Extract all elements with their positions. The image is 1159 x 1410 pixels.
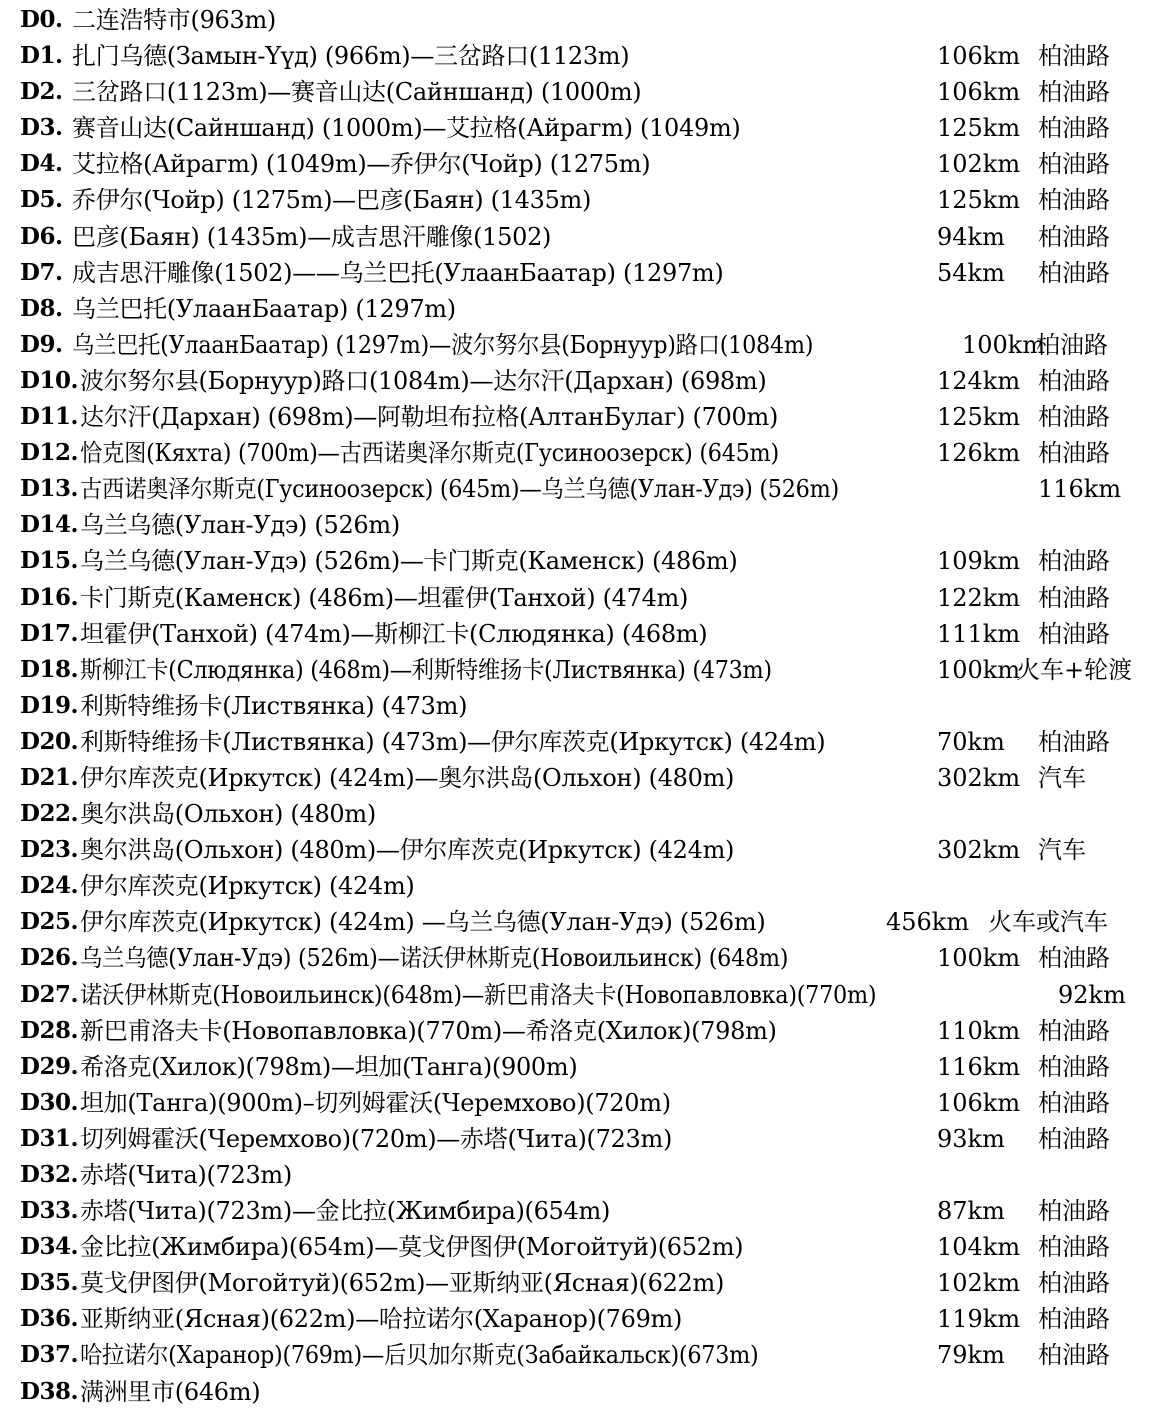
distance: 119km — [937, 1305, 1021, 1334]
route-text: 奥尔洪岛(Ольхон) (480m)—伊尔库茨克(Иркутск) (424m) — [80, 836, 735, 865]
itinerary-row — [0, 1121, 1159, 1157]
route-text: 伊尔库茨克(Иркутск) (424m) — [80, 872, 415, 901]
route-text: 波尔努尔县(Борнуур)路口(1084m)—达尔汗(Дархан) (698m) — [80, 366, 767, 395]
distance: 92km — [1058, 980, 1126, 1009]
route-text: 成吉思汗雕像(1502)——乌兰巴托(УлаанБаатар) (1297m) — [72, 258, 724, 287]
road-type: 柏油路 — [1038, 150, 1110, 179]
route-text: 乔伊尔(Чойр) (1275m)—巴彦(Баян) (1435m) — [72, 186, 592, 215]
distance: 456km — [886, 908, 970, 937]
road-type: 柏油路 — [1038, 1052, 1110, 1081]
route-text: 恰克图(Кяхта) (700m)—古西诺奥泽尔斯克(Гусиноозерск) (645m) — [80, 439, 779, 468]
road-type: 柏油路 — [1038, 944, 1110, 973]
road-type: 柏油路 — [1038, 1233, 1110, 1262]
distance: 102km — [937, 1269, 1021, 1298]
day-label: D23. — [20, 836, 78, 864]
distance: 100km — [937, 944, 1021, 973]
itinerary-row — [0, 1049, 1159, 1085]
route-text: 扎门乌德(Замын-Үүд) (966m)—三岔路口(1123m) — [72, 42, 630, 71]
route-text: 巴彦(Баян) (1435m)—成吉思汗雕像(1502) — [72, 222, 552, 251]
day-label: D19. — [20, 691, 78, 719]
day-label: D4. — [20, 150, 63, 178]
distance: 102km — [937, 150, 1021, 179]
day-label: D20. — [20, 727, 78, 755]
itinerary-row — [0, 291, 1159, 327]
distance: 100km — [937, 655, 1021, 684]
distance: 100km — [962, 330, 1046, 359]
road-type: 柏油路 — [1038, 186, 1110, 215]
route-text: 乌兰乌德(Улан-Удэ) (526m) — [80, 511, 400, 540]
distance: 111km — [937, 619, 1021, 648]
road-type: 柏油路 — [1038, 403, 1110, 432]
road-type: 柏油路 — [1038, 1269, 1110, 1298]
road-type: 汽车 — [1038, 763, 1086, 792]
day-label: D34. — [20, 1233, 78, 1261]
itinerary-row — [0, 580, 1159, 616]
itinerary-row — [0, 977, 1159, 1013]
itinerary-row — [0, 471, 1159, 507]
road-type: 柏油路 — [1038, 1197, 1110, 1226]
road-type: 柏油路 — [1038, 1341, 1110, 1370]
day-label: D21. — [20, 763, 78, 791]
road-type: 汽车 — [1038, 836, 1086, 865]
road-type: 柏油路 — [1038, 1124, 1110, 1153]
itinerary-row — [0, 255, 1159, 291]
route-text: 赛音山达(Сайншанд) (1000m)—艾拉格(Айрагm) (1049m) — [72, 114, 741, 143]
distance: 106km — [937, 78, 1021, 107]
road-type: 火车+轮渡 — [1016, 655, 1133, 684]
route-text: 卡门斯克(Каменск) (486m)—坦霍伊(Танхой) (474m) — [80, 583, 689, 612]
route-text: 坦霍伊(Танхой) (474m)—斯柳江卡(Слюдянка) (468m) — [80, 619, 708, 648]
route-text: 赤塔(Чита)(723m)—金比拉(Жимбира)(654m) — [80, 1197, 611, 1226]
itinerary-row — [0, 507, 1159, 543]
day-label: D16. — [20, 583, 78, 611]
distance: 93km — [937, 1124, 1005, 1153]
itinerary-row — [0, 1337, 1159, 1373]
itinerary-row — [0, 1157, 1159, 1193]
itinerary-row — [0, 1013, 1159, 1049]
itinerary-row — [0, 74, 1159, 110]
route-text: 希洛克(Хилок)(798m)—坦加(Танга)(900m) — [80, 1052, 578, 1081]
itinerary-list — [0, 2, 1159, 1410]
road-type: 柏油路 — [1038, 222, 1110, 251]
route-text: 赤塔(Чита)(723m) — [80, 1161, 292, 1189]
day-label: D38. — [20, 1377, 78, 1405]
itinerary-row — [0, 832, 1159, 868]
road-type: 柏油路 — [1038, 583, 1110, 612]
itinerary-row — [0, 327, 1159, 363]
distance: 124km — [937, 366, 1021, 395]
itinerary-row — [0, 1193, 1159, 1229]
itinerary-row — [0, 435, 1159, 471]
route-text: 乌兰乌德(Улан-Удэ) (526m)—卡门斯克(Каменск) (486m) — [80, 547, 738, 576]
distance: 125km — [937, 114, 1021, 143]
route-text: 三岔路口(1123m)—赛音山达(Сайншанд) (1000m) — [72, 78, 642, 107]
route-text: 切列姆霍沃(Черемхово)(720m)—赤塔(Чита)(723m) — [80, 1124, 673, 1153]
route-text: 伊尔库茨克(Иркутск) (424m)—奥尔洪岛(Ольхон) (480m) — [80, 763, 735, 792]
distance: 70km — [937, 727, 1005, 756]
day-label: D29. — [20, 1052, 78, 1080]
itinerary-row — [0, 688, 1159, 724]
itinerary-row — [0, 363, 1159, 399]
day-label: D0. — [20, 6, 63, 33]
day-label: D8. — [20, 294, 63, 322]
road-type: 柏油路 — [1038, 78, 1110, 107]
distance: 54km — [937, 258, 1005, 287]
itinerary-row — [0, 940, 1159, 976]
day-label: D26. — [20, 944, 78, 972]
road-type: 柏油路 — [1038, 366, 1110, 395]
route-text: 金比拉(Жимбира)(654m)—莫戈伊图伊(Могойтуй)(652m) — [80, 1233, 744, 1262]
route-text: 满洲里市(646m) — [80, 1377, 261, 1406]
day-label: D12. — [20, 439, 78, 467]
distance: 116km — [1038, 475, 1122, 504]
day-label: D18. — [20, 655, 78, 683]
day-label: D6. — [20, 222, 63, 250]
itinerary-row — [0, 182, 1159, 218]
day-label: D1. — [20, 42, 63, 70]
itinerary-row — [0, 38, 1159, 74]
distance: 122km — [937, 583, 1021, 612]
route-text: 哈拉诺尔(Харанор)(769m)—后贝加尔斯克(Забайкальск)(673m) — [80, 1341, 759, 1370]
distance: 94km — [937, 222, 1005, 251]
route-text: 二连浩特市(963m) — [72, 6, 276, 34]
distance: 110km — [937, 1016, 1021, 1045]
road-type: 柏油路 — [1038, 258, 1110, 287]
day-label: D17. — [20, 619, 78, 647]
distance: 125km — [937, 403, 1021, 432]
day-label: D2. — [20, 78, 63, 106]
distance: 106km — [937, 1088, 1021, 1117]
road-type: 柏油路 — [1036, 330, 1108, 359]
road-type: 柏油路 — [1038, 1016, 1110, 1045]
route-text: 亚斯纳亚(Ясная)(622m)—哈拉诺尔(Харанор)(769m) — [80, 1305, 683, 1334]
route-text: 斯柳江卡(Слюдянка) (468m)—利斯特维扬卡(Листвянка) (473m) — [80, 655, 772, 684]
road-type: 火车或汽车 — [988, 908, 1108, 937]
day-label: D35. — [20, 1269, 78, 1297]
distance: 109km — [937, 547, 1021, 576]
route-text: 伊尔库茨克(Иркутск) (424m) —乌兰乌德(Улан-Удэ) (526m) — [80, 908, 766, 937]
day-label: D28. — [20, 1016, 78, 1044]
route-text: 诺沃伊林斯克(Новоильинск)(648m)—新巴甫洛夫卡(Новопавловка)(770m) — [80, 980, 877, 1009]
day-label: D5. — [20, 186, 63, 214]
day-label: D36. — [20, 1305, 78, 1333]
road-type: 柏油路 — [1038, 619, 1110, 648]
route-text: 艾拉格(Айрагm) (1049m)—乔伊尔(Чойр) (1275m) — [72, 150, 651, 179]
route-text: 莫戈伊图伊(Могойтуй)(652m)—亚斯纳亚(Ясная)(622m) — [80, 1269, 725, 1298]
itinerary-row — [0, 724, 1159, 760]
day-label: D33. — [20, 1197, 78, 1225]
day-label: D13. — [20, 475, 78, 503]
itinerary-row — [0, 1374, 1159, 1410]
road-type: 柏油路 — [1038, 439, 1110, 468]
route-text: 新巴甫洛夫卡(Новопавловка)(770m)—希洛克(Хилок)(798m) — [80, 1016, 777, 1045]
distance: 126km — [937, 439, 1021, 468]
day-label: D31. — [20, 1124, 78, 1152]
road-type: 柏油路 — [1038, 114, 1110, 143]
itinerary-row — [0, 1301, 1159, 1337]
day-label: D14. — [20, 511, 78, 539]
itinerary-row — [0, 110, 1159, 146]
route-text: 利斯特维扬卡(Листвянка) (473m)—伊尔库茨克(Иркутск) (424m) — [80, 727, 826, 756]
itinerary-row — [0, 219, 1159, 255]
route-text: 乌兰巴托(УлаанБаатар) (1297m) — [72, 294, 456, 323]
day-label: D25. — [20, 908, 78, 936]
day-label: D11. — [20, 403, 78, 431]
route-text: 坦加(Танга)(900m)–切列姆霍沃(Черемхово)(720m) — [80, 1088, 671, 1117]
distance: 104km — [937, 1233, 1021, 1262]
day-label: D27. — [20, 980, 78, 1008]
day-label: D24. — [20, 872, 78, 900]
day-label: D30. — [20, 1088, 78, 1116]
distance: 87km — [937, 1197, 1005, 1226]
itinerary-row — [0, 1229, 1159, 1265]
day-label: D3. — [20, 114, 63, 142]
itinerary-row — [0, 796, 1159, 832]
road-type: 柏油路 — [1038, 1305, 1110, 1334]
route-text: 乌兰巴托(УлаанБаатар) (1297m)—波尔努尔县(Борнуур)路口(1084m) — [72, 330, 814, 359]
itinerary-row — [0, 616, 1159, 652]
itinerary-row — [0, 1265, 1159, 1301]
road-type: 柏油路 — [1038, 42, 1110, 71]
itinerary-row — [0, 146, 1159, 182]
day-label: D9. — [20, 330, 63, 358]
day-label: D15. — [20, 547, 78, 575]
distance: 302km — [937, 763, 1021, 792]
road-type: 柏油路 — [1038, 547, 1110, 576]
day-label: D22. — [20, 800, 78, 828]
distance: 125km — [937, 186, 1021, 215]
road-type: 柏油路 — [1038, 1088, 1110, 1117]
route-text: 达尔汗(Дархан) (698m)—阿勒坦布拉格(АлтанБулаг) (700m) — [80, 403, 779, 432]
distance: 106km — [937, 42, 1021, 71]
route-text: 古西诺奥泽尔斯克(Гусиноозерск) (645m)—乌兰乌德(Улан-Удэ) (526m) — [80, 475, 839, 504]
itinerary-row — [0, 2, 1159, 38]
itinerary-row — [0, 868, 1159, 904]
day-label: D10. — [20, 366, 78, 394]
itinerary-row — [0, 904, 1159, 940]
route-text: 乌兰乌德(Улан-Удэ) (526m)—诺沃伊林斯克(Новоильинск) (648m) — [80, 944, 789, 973]
distance: 79km — [937, 1341, 1005, 1370]
itinerary-row — [0, 399, 1159, 435]
day-label: D32. — [20, 1161, 78, 1188]
day-label: D37. — [20, 1341, 78, 1369]
itinerary-row — [0, 543, 1159, 579]
distance: 302km — [937, 836, 1021, 865]
road-type: 柏油路 — [1038, 727, 1110, 756]
itinerary-row — [0, 1085, 1159, 1121]
itinerary-row — [0, 760, 1159, 796]
itinerary-row — [0, 652, 1159, 688]
route-text: 利斯特维扬卡(Листвянка) (473m) — [80, 691, 468, 720]
route-text: 奥尔洪岛(Ольхон) (480m) — [80, 800, 376, 829]
distance: 116km — [937, 1052, 1021, 1081]
day-label: D7. — [20, 258, 63, 286]
